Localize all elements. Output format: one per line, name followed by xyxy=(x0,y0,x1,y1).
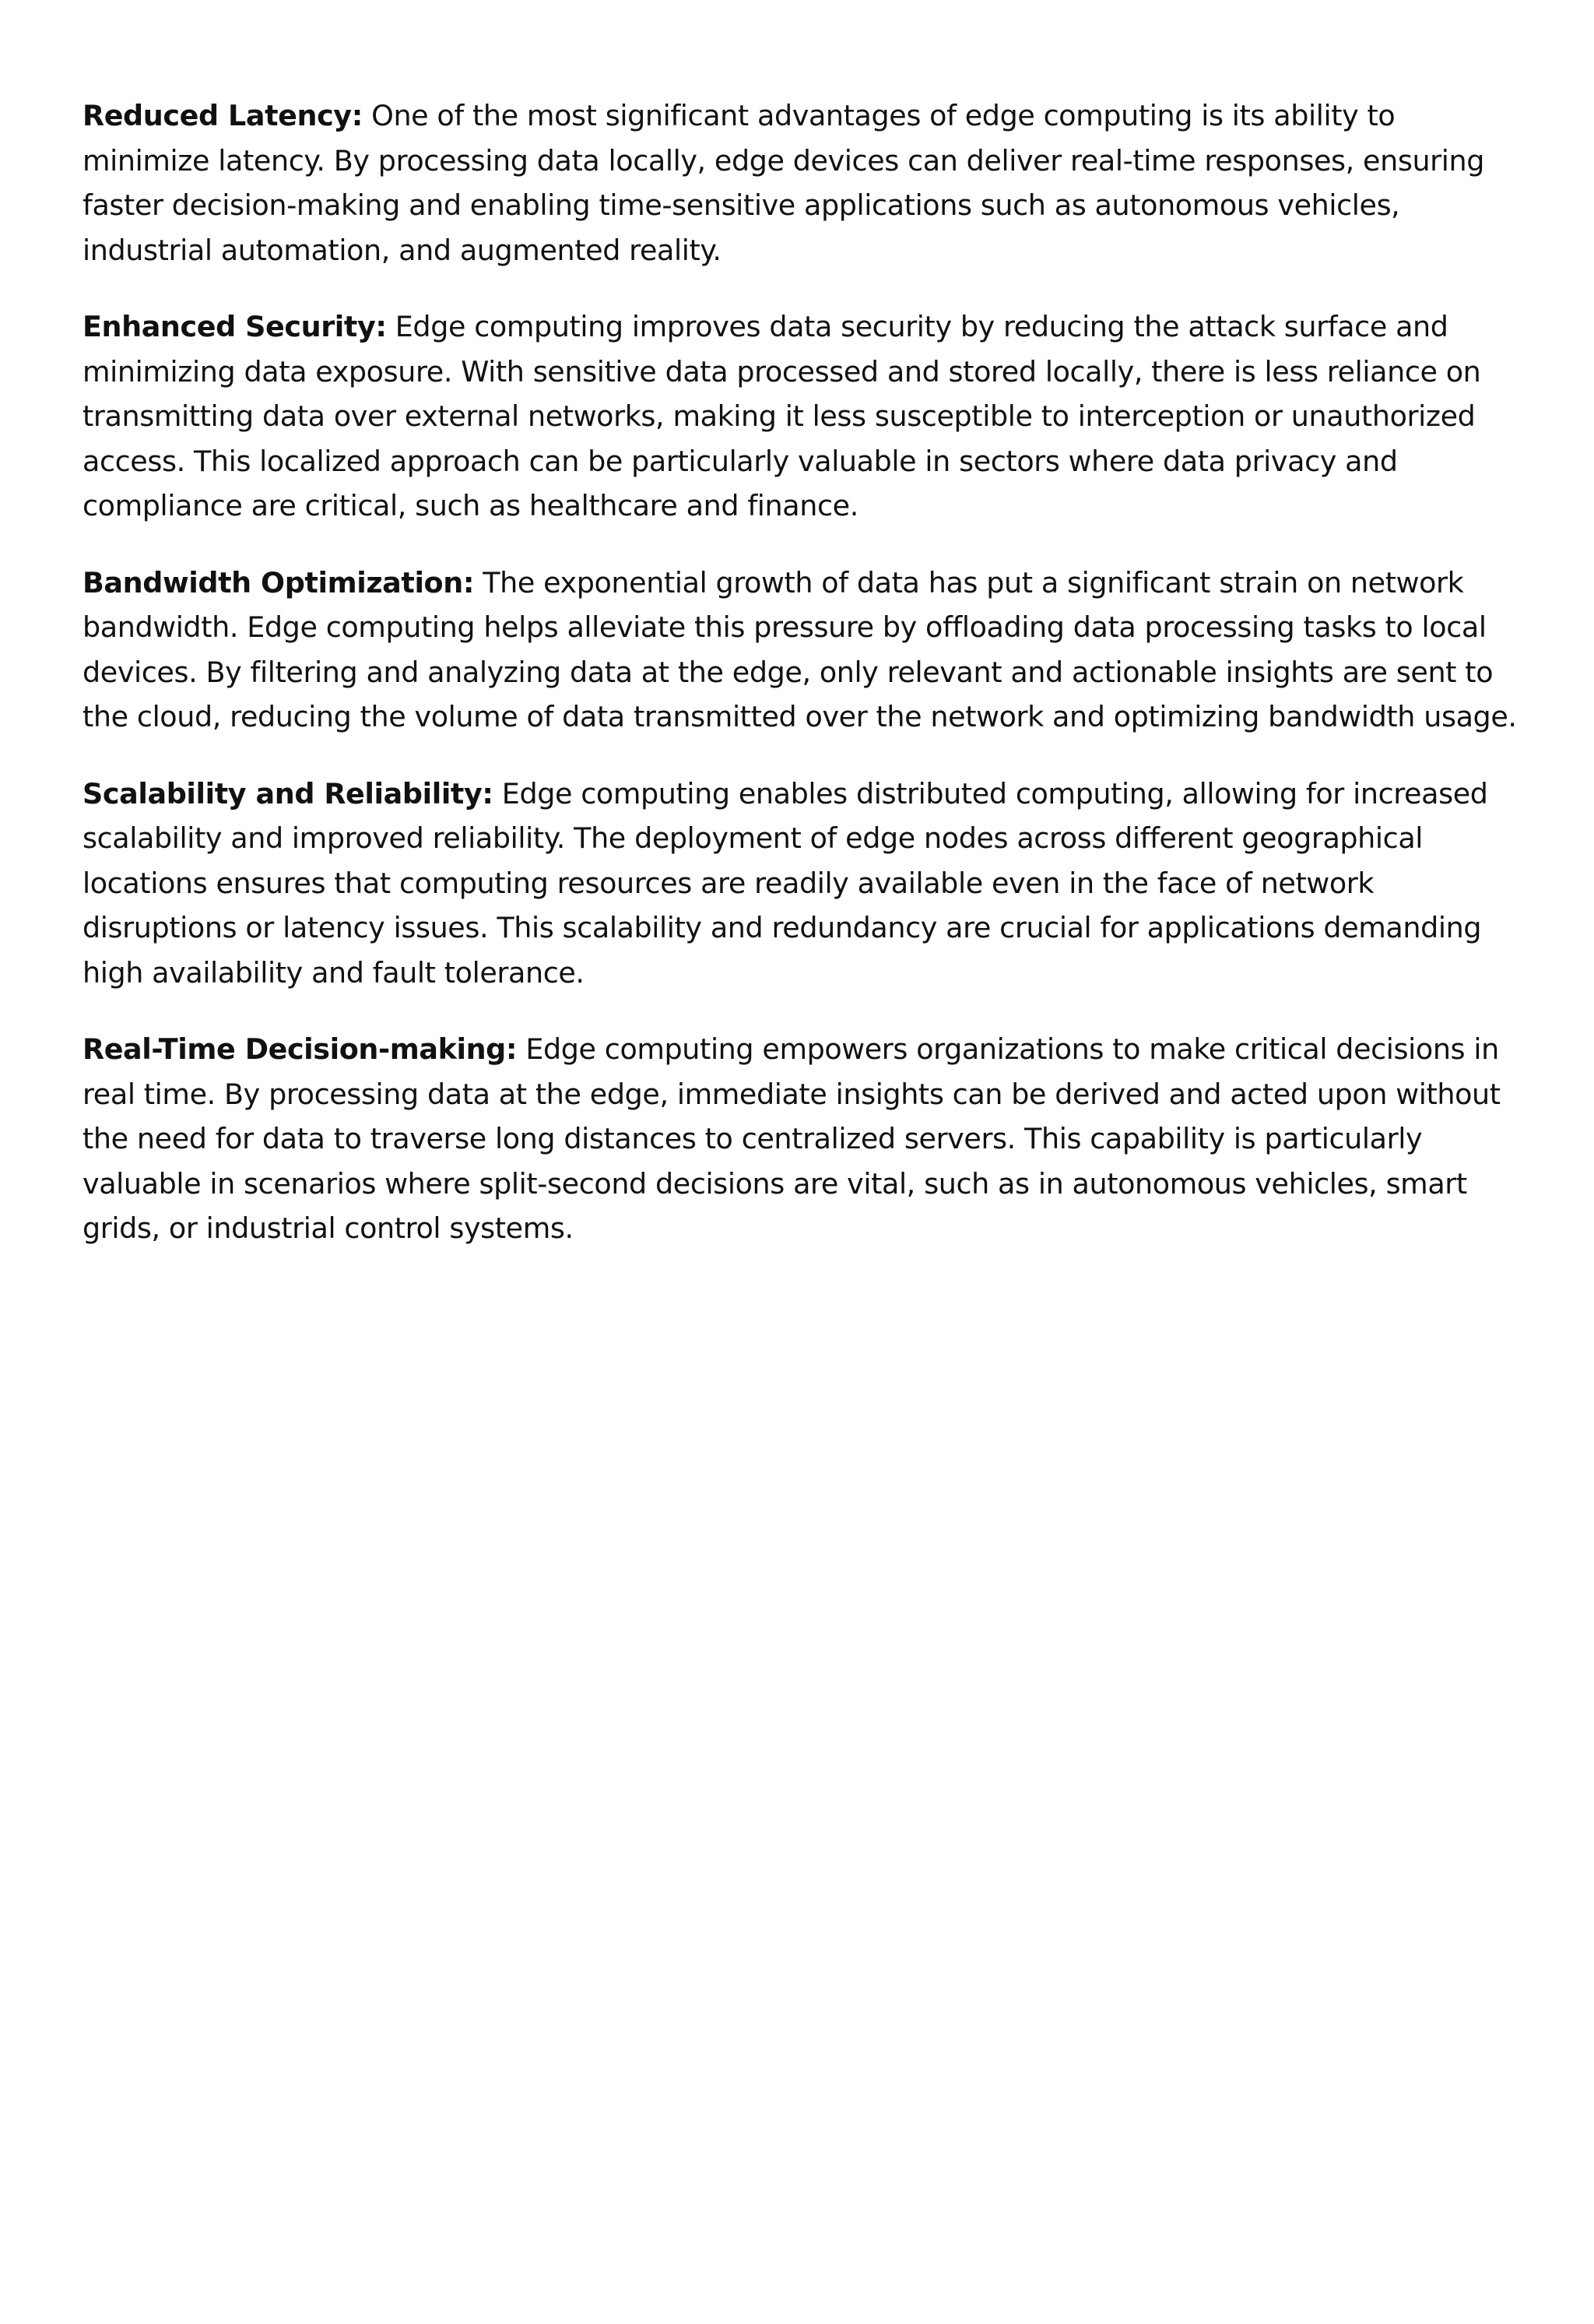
paragraph-scalability-reliability xyxy=(83,772,1530,996)
paragraph-term: Reduced Latency: xyxy=(83,99,363,132)
paragraph-enhanced-security xyxy=(83,304,1530,529)
paragraph-text: Edge computing empowers organizations to make critical decisions in real time. By processing data at the edge, immediate insights can be derived and acted upon without the need for data to traverse long distances to centralized servers. This capability is particularly valuable in scenarios where split-second decisions are vital, such as in autonomous vehicles, smart grids, or industrial control systems. xyxy=(83,1032,1501,1245)
paragraph-text: One of the most significant advantages of edge computing is its ability to minimize latency. By processing data locally, edge devices can deliver real-time responses, ensuring faster decision-making and enabling time-sensitive applications such as autonomous vehicles, industrial automation, and augmented reality. xyxy=(83,99,1485,267)
paragraph-real-time-decision-making xyxy=(83,1027,1530,1251)
paragraph-text: The exponential growth of data has put a significant strain on network bandwidth. Edge computing helps alleviate this pressure by offloading data processing tasks to local devices. By filtering and analyzing data at the edge, only relevant and actionable insights are sent to the cloud, reducing the volume of data transmitted over the network and optimizing bandwidth usage. xyxy=(83,565,1517,733)
paragraph-term: Scalability and Reliability: xyxy=(83,776,493,810)
document-body xyxy=(83,93,1530,1283)
paragraph-term: Enhanced Security: xyxy=(83,310,387,343)
paragraph-text: Edge computing improves data security by reducing the attack surface and minimizing data exposure. With sensitive data processed and stored locally, there is less reliance on transmitting data over external networks, making it less susceptible to interception or unauthorized access. This localized approach can be particularly valuable in sectors where data privacy and compliance are critical, such as healthcare and finance. xyxy=(83,310,1481,522)
paragraph-reduced-latency xyxy=(83,93,1530,272)
paragraph-term: Bandwidth Optimization: xyxy=(83,565,475,599)
paragraph-text: Edge computing enables distributed computing, allowing for increased scalability and improved reliability. The deployment of edge nodes across different geographical locations ensures that computing resources are readily available even in the face of network disruptions or latency issues. This scalability and redundancy are crucial for applications demanding high availability and fault tolerance. xyxy=(83,776,1488,990)
paragraph-term: Real-Time Decision-making: xyxy=(83,1032,518,1066)
paragraph-bandwidth-optimization xyxy=(83,561,1530,740)
